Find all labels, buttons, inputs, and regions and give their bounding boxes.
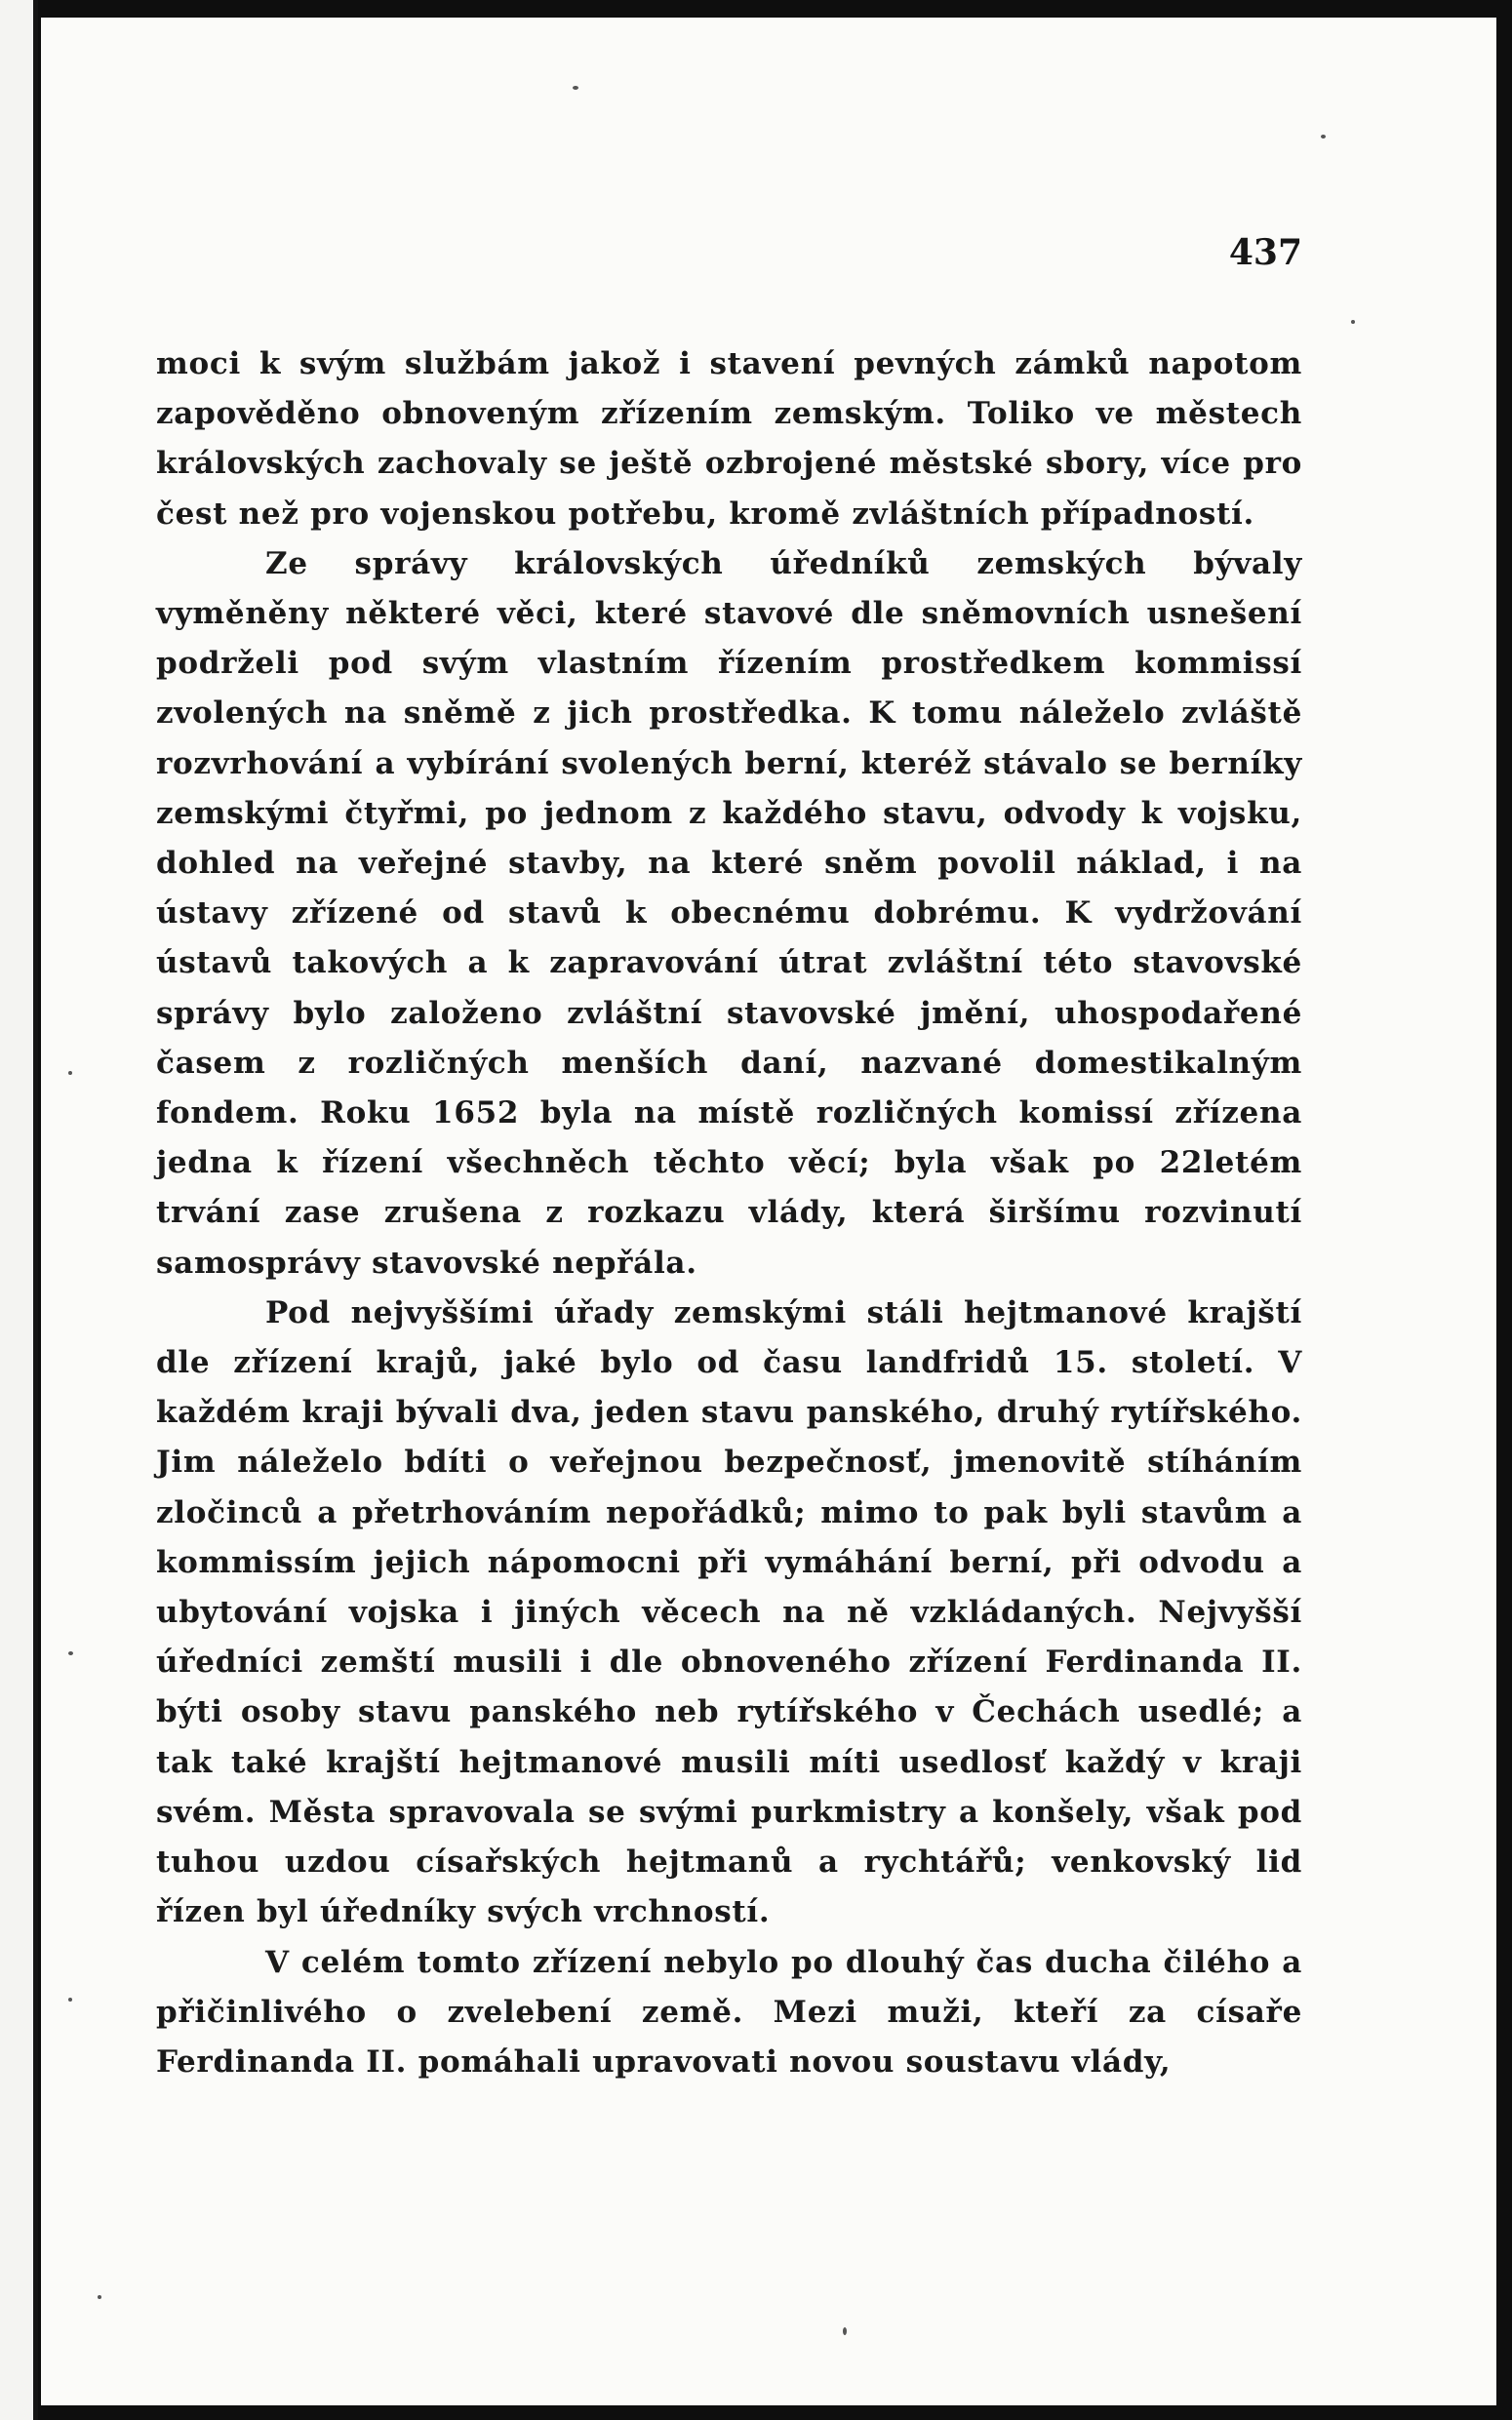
paragraph: Pod nejvyššími úřady zemskými stáli hejtmanové krajští dle zřízení krajů, jaké bylo od času landfridů 15. století. V každém kraji bývali dva, jeden stavu panského, druhý rytířského. Jim náleželo bdíti o veřejnou bezpečnosť, jmenovitě stíháním zločinců a přetrhováním nepořádků; mimo to pak byli stavům a kommissím jejich nápomocni při vymáhání berní, při odvodu a ubytování vojska i jiných věcech na ně vzkládaných. Nejvyšší úředníci zemští musili i dle obnoveného zřízení Ferdinanda II. býti osoby stavu panského neb rytířského v Čechách usedlé; a tak také krajští hejtmanové musili míti usedlosť každý v kraji svém. Města spravovala se svými purkmistry a konšely, však pod tuhou uzdou císařských hejtmanů a rychtářů; venkovský lid řízen byl úředníky svých vrchností. xyxy=(156,1294,1302,1930)
dust-speck xyxy=(1321,135,1326,139)
paragraph: V celém tomto zřízení nebylo po dlouhý čas ducha čilého a přičinlivého o zvelebení země. Mezi muži, kteří za císaře Ferdinanda II. pomáhali upravovati novou soustavu vlády, xyxy=(156,1944,1302,2080)
dust-speck xyxy=(843,2327,847,2335)
paragraph: moci k svým službám jakož i stavení pevných zámků napotom zapověděno obnoveným zřízením zemským. Toliko ve městech královských zachovaly se ještě ozbrojené městské sbory, více pro čest než pro vojenskou potřebu, kromě zvláštních případností. xyxy=(156,346,1302,532)
body-text xyxy=(156,339,1302,2087)
dust-speck xyxy=(68,1071,72,1075)
binding-edge xyxy=(0,0,38,2420)
dust-speck xyxy=(68,1998,72,2002)
page-number: 437 xyxy=(1228,232,1302,273)
dust-speck xyxy=(98,2295,101,2299)
paragraph: Ze správy královských úředníků zemských bývaly vyměněny některé věci, které stavové dle sněmovních usnešení podrželi pod svým vlastním řízením prostředkem kommissí zvolených na sněmě z jich prostředka. K tomu náleželo zvláště rozvrhování a vybírání svolených berní, kteréž stávalo se berníky zemskými čtyřmi, po jednom z každého stavu, odvody k vojsku, dohled na veřejné stavby, na které sněm povolil náklad, i na ústavy zřízené od stavů k obecnému dobrému. K vydržování ústavů takových a k zapravování útrat zvláštní této stavovské správy bylo založeno zvláštní stavovské jmění, uhospodařené časem z rozličných menších daní, nazvané domestikalným fondem. Roku 1652 byla na místě rozličných komissí zřízena jedna k řízení všechněch těchto věcí; byla však po 22letém trvání zase zrušena z rozkazu vlády, která širšímu rozvinutí samosprávy stavovské nepřála. xyxy=(156,545,1302,1281)
dust-speck xyxy=(573,86,578,90)
dust-speck xyxy=(1351,320,1355,324)
dust-speck xyxy=(68,1651,73,1655)
